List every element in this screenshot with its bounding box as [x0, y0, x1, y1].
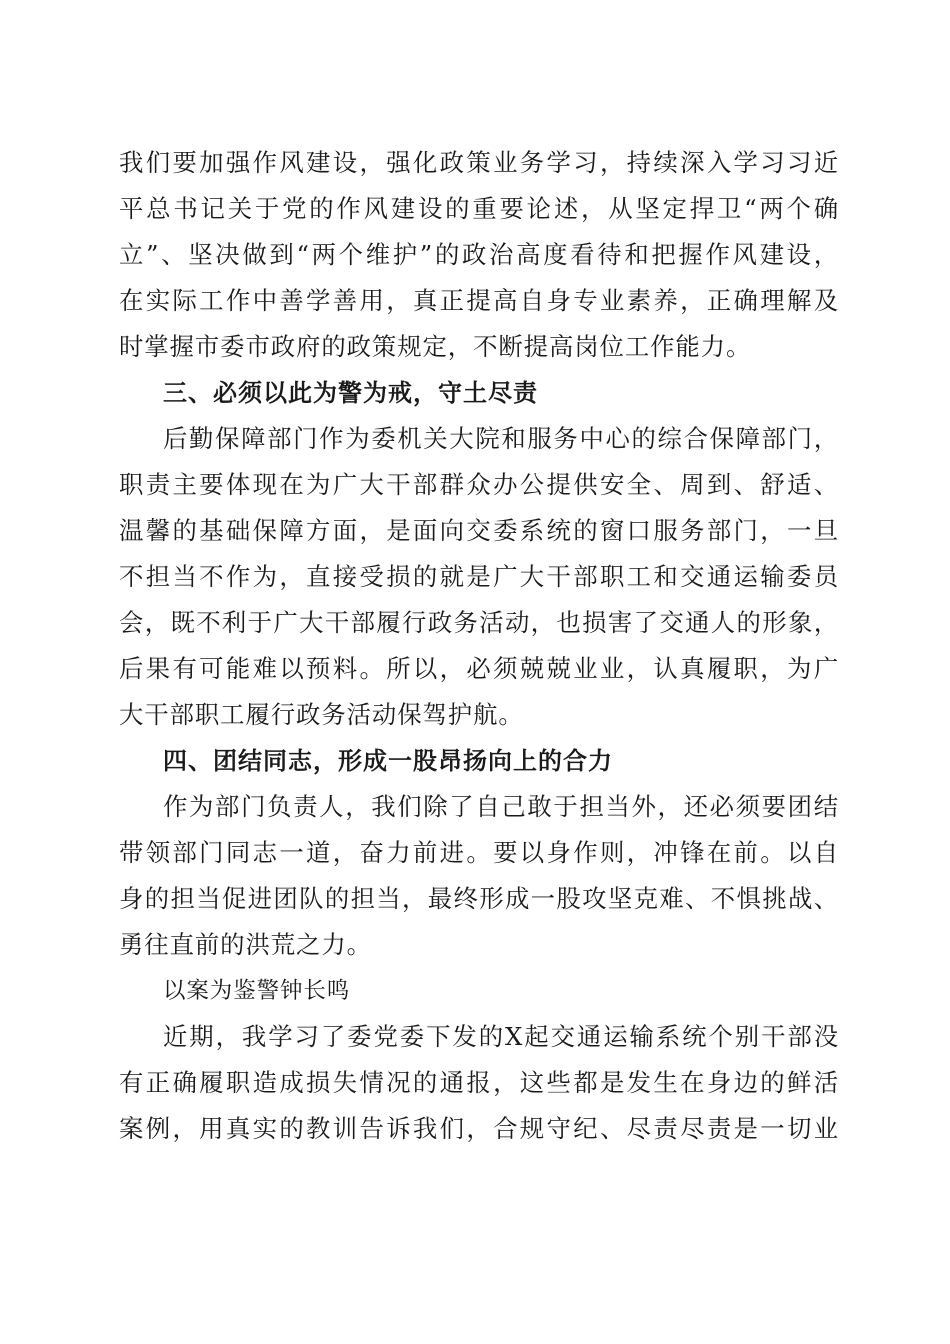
article-title: 以案为鉴警钟长鸣 — [163, 978, 351, 1004]
paragraph-line: 带领部门同志一道，奋力前进。要以身作则，冲锋在前。以自 — [119, 838, 839, 867]
paragraph-line: 不担当不作为，直接受损的就是广大干部职工和交通运输委员 — [119, 562, 839, 591]
paragraph-line: 我们要加强作风建设，强化政策业务学习，持续深入学习习近 — [119, 148, 839, 177]
paragraph-line: 平总书记关于党的作风建设的重要论述，从坚定捍卫“两个确 — [119, 194, 839, 223]
paragraph-line: 案例，用真实的教训告诉我们，合规守纪、尽责尽责是一切业 — [119, 1114, 839, 1143]
paragraph-line: 身的担当促进团队的担当，最终形成一股攻坚克难、不惧挑战、 — [119, 884, 839, 913]
paragraph-line: 勇往直前的洪荒之力。 — [119, 930, 372, 959]
document-body — [119, 140, 839, 1152]
paragraph-line: 后勤保障部门作为委机关大院和服务中心的综合保障部门， — [163, 424, 839, 453]
paragraph-line: 近期，我学习了委党委下发的X起交通运输系统个别干部没 — [163, 1022, 839, 1051]
paragraph-line: 有正确履职造成损失情况的通报，这些都是发生在身边的鲜活 — [119, 1068, 839, 1097]
paragraph-line: 作为部门负责人，我们除了自己敢于担当外，还必须要团结 — [163, 792, 839, 821]
paragraph-line: 在实际工作中善学善用，真正提高自身专业素养，正确理解及 — [119, 286, 839, 315]
paragraph-line: 时掌握市委市政府的政策规定，不断提高岗位工作能力。 — [119, 332, 752, 361]
paragraph-line: 温馨的基础保障方面，是面向交委系统的窗口服务部门，一旦 — [119, 516, 839, 545]
paragraph-line: 职责主要体现在为广大干部群众办公提供安全、周到、舒适、 — [119, 470, 839, 499]
section-heading-4: 四、团结同志，形成一股昂扬向上的合力 — [163, 747, 613, 775]
section-heading-3: 三、必须以此为警为戒，守土尽责 — [163, 379, 538, 407]
paragraph-line: 会，既不利于广大干部履行政务活动，也损害了交通人的形象， — [119, 608, 839, 637]
paragraph-line: 立”、坚决做到“两个维护”的政治高度看待和把握作风建设， — [119, 240, 839, 269]
paragraph-line: 后果有可能难以预料。所以，必须兢兢业业，认真履职，为广 — [119, 654, 839, 683]
paragraph-line: 大干部职工履行政务活动保驾护航。 — [119, 700, 524, 729]
